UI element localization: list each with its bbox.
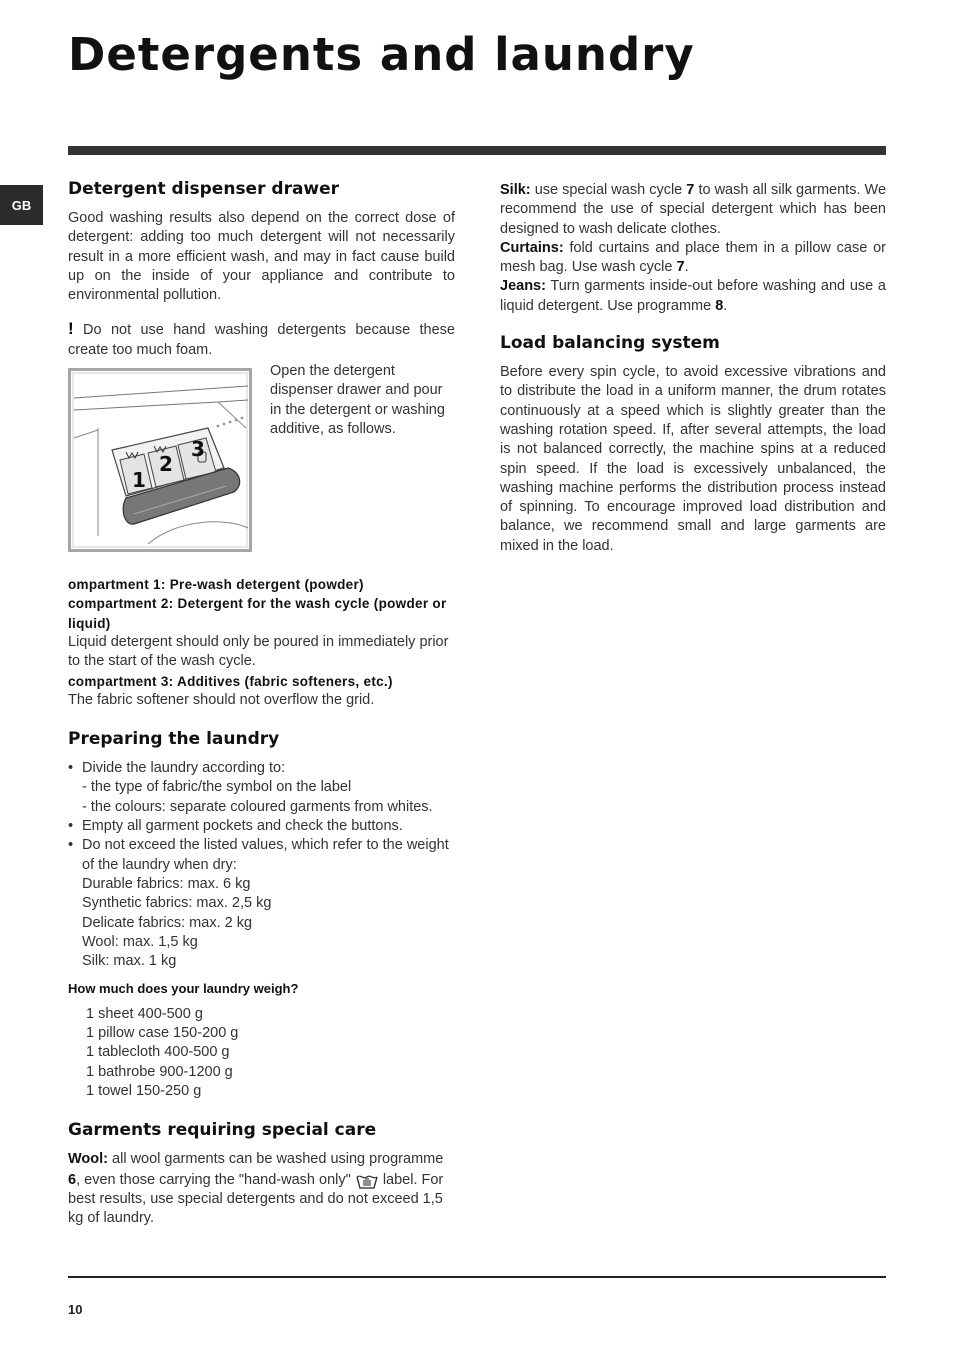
silk-text: use special wash cycle [534, 182, 683, 198]
jeans-text: . [723, 297, 728, 314]
wool-paragraph [68, 1150, 455, 1228]
compartment-1-label: 1 [132, 468, 146, 493]
warning-icon: ! [68, 319, 74, 339]
silk-programme: 7 [686, 182, 695, 198]
weight-item: 1 tablecloth 400-500 g [86, 1044, 230, 1061]
preparing-heading: Preparing the laundry [68, 729, 280, 750]
limit-item: Synthetic fabrics: max. 2,5 kg [82, 895, 272, 912]
bullet-mark: • [68, 760, 74, 777]
bullet-mark: • [68, 818, 74, 835]
special-care-heading: Garments requiring special care [68, 1120, 377, 1141]
dispenser-warning [68, 319, 455, 360]
jeans-programme: 8 [715, 297, 724, 314]
list-item [68, 817, 455, 836]
compartment-2-label: 2 [159, 452, 173, 477]
balancing-text: Before every spin cycle, to avoid excessive vibrations and to distribute the load in a uniform manner, the drum rotates continuously at a speed which is slightly greater than the washing rotation speed. If, after several attempts, the load is not balanced correctly, the machine spins at a reduced spin speed. If the load is excessively unbalanced, the washing machine performs the distribution process instead of spinning. To encourage improved load distribution and balance, we recommend small and large garments are mixed in the load. [500, 364, 886, 554]
jeans-text: Turn garments inside-out before washing and use a liquid detergent. Use programme [500, 278, 886, 314]
jeans-label: Jeans: [500, 278, 546, 295]
weight-item: 1 sheet 400-500 g [86, 1005, 203, 1022]
dispenser-heading: Detergent dispenser drawer [68, 179, 340, 199]
curtains-text: fold curtains and place them in a pillow case or mesh bag. Use wash cycle [500, 239, 886, 276]
limit-item: Silk: max. 1 kg [82, 953, 177, 970]
wool-programme: 6 [68, 1171, 77, 1188]
page-number: 10 [68, 1302, 83, 1317]
hand-wash-icon [355, 1170, 379, 1190]
curtains-paragraph [500, 239, 886, 278]
weights-list [68, 1005, 455, 1101]
curtains-programme: 7 [676, 259, 685, 276]
compartment-3-title: compartment 3: Additives (fabric softeners, etc.) [68, 673, 393, 689]
weight-item: 1 bathrobe 900-1200 g [86, 1063, 233, 1080]
warning-text: Do not use hand washing detergents because these create too much foam. [68, 322, 455, 358]
balancing-heading: Load balancing system [500, 333, 720, 354]
wool-text: label. For best results, use special detergents and do not exceed 1,5 kg of laundry. [68, 1171, 444, 1226]
silk-text: to wash all silk garments. We recommend the use of special detergent which has been designed to wash delicate clothes. [500, 182, 887, 237]
bullet-sub-item: - the colours: separate coloured garments from whites. [82, 798, 433, 815]
curtains-label: Curtains: [500, 239, 564, 256]
jeans-paragraph [500, 277, 886, 316]
weight-item: 1 towel 150-250 g [86, 1082, 202, 1099]
page-title: Detergents and laundry [68, 28, 695, 81]
bullet-mark: • [68, 837, 74, 854]
compartment-3-label: 3 [191, 437, 205, 462]
detergent-drawer-illustration [68, 368, 252, 552]
limit-item: Durable fabrics: max. 6 kg [82, 875, 251, 892]
compartment-1-title: ompartment 1: Pre-wash detergent (powder) [68, 577, 364, 593]
right-column [500, 181, 886, 556]
wool-text: , even those carrying the "hand-wash only" [76, 1171, 351, 1188]
weigh-heading: How much does your laundry weigh? [68, 981, 299, 997]
limit-item: Wool: max. 1,5 kg [82, 933, 198, 950]
bullet-text: Empty all garment pockets and check the buttons. [82, 818, 403, 835]
list-item [68, 836, 455, 971]
silk-paragraph [500, 181, 886, 239]
dispenser-intro: Good washing results also depend on the correct dose of detergent: adding too much detergent will not necessarily result in a more efficient wash, and may in fact cause build up on the inside of your appliance and contribute to environmental pollution. [68, 210, 455, 304]
top-divider [68, 146, 886, 155]
silk-label: Silk: [500, 182, 531, 198]
curtains-text: . [684, 259, 689, 276]
weight-item: 1 pillow case 150-200 g [86, 1025, 239, 1042]
wool-label: Wool: [68, 1151, 108, 1168]
bullet-sub-item: - the type of fabric/the symbol on the label [82, 779, 352, 796]
compartment-2-note: Liquid detergent should only be poured in immediately prior to the start of the wash cycle. [68, 633, 449, 670]
wool-text: all wool garments can be washed using programme [112, 1151, 444, 1168]
bullet-text: Do not exceed the listed values, which refer to the weight of the laundry when dry: [82, 837, 449, 873]
bullet-text: Divide the laundry according to: [82, 760, 286, 777]
left-column [68, 178, 455, 1228]
list-item [68, 759, 455, 817]
dispenser-figure-row [68, 363, 455, 552]
bottom-divider [68, 1276, 886, 1278]
figure-caption: Open the detergent dispenser drawer and pour in the detergent or washing additive, as follows. [270, 363, 445, 437]
limit-item: Delicate fabrics: max. 2 kg [82, 914, 253, 931]
preparing-list [68, 759, 455, 971]
language-tab: GB [0, 185, 43, 225]
compartment-2-title: compartment 2: Detergent for the wash cycle (powder or liquid) [68, 596, 447, 631]
compartment-3-note: The fabric softener should not overflow the grid. [68, 691, 375, 708]
